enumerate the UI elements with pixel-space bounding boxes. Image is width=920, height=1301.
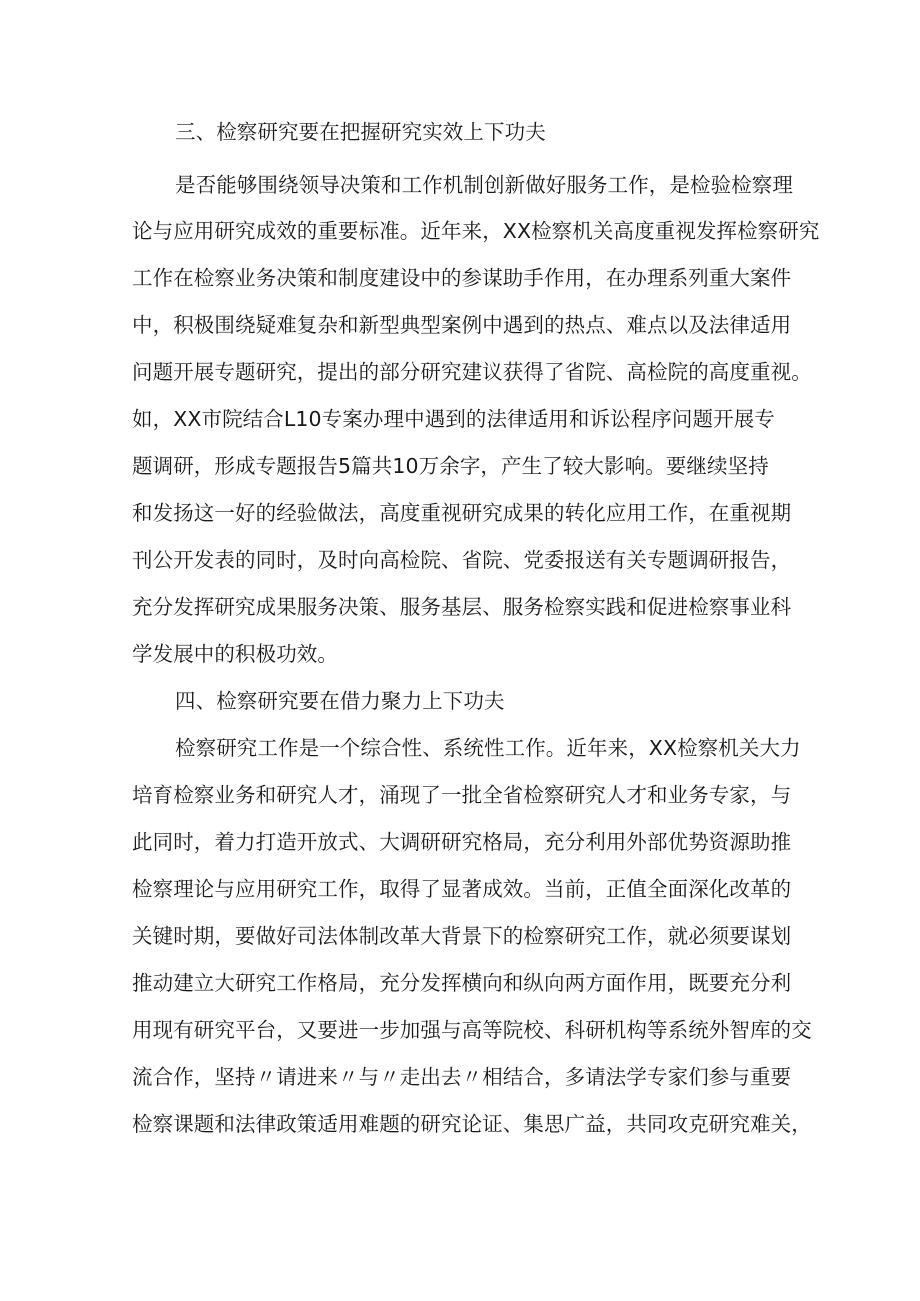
- paragraph-line: 此同时，着力打造开放式、大调研研究格局，充分利用外部优势资源助推: [132, 830, 792, 854]
- paragraph-line: 问题开展专题研究，提出的部分研究建议获得了省院、高检院的高度重视。: [132, 360, 812, 384]
- section-heading-4: 四、检察研究要在借力聚力上下功夫: [175, 689, 505, 713]
- paragraph-line: 检察课题和法律政策适用难题的研究论证、集思广益，共同攻克研究难关，: [132, 1112, 812, 1136]
- paragraph-line: 推动建立大研究工作格局，充分发挥横向和纵向两方面作用，既要充分利: [132, 971, 792, 995]
- paragraph-line: 中，积极围绕疑难复杂和新型典型案例中遇到的热点、难点以及法律适用: [132, 313, 792, 337]
- paragraph-line: 如，XX市院结合L10专案办理中遇到的法律适用和诉讼程序问题开展专: [132, 407, 775, 431]
- paragraph-line: 培育检察业务和研究人才，涌现了一批全省检察研究人才和业务专家，与: [132, 783, 792, 807]
- paragraph-line: 和发扬这一好的经验做法，高度重视研究成果的转化应用工作，在重视期: [132, 501, 792, 525]
- paragraph-line: 关键时期，要做好司法体制改革大背景下的检察研究工作，就必须要谋划: [132, 924, 792, 948]
- paragraph-line: 检察研究工作是一个综合性、系统性工作。近年来，XX检察机关大力: [175, 736, 801, 760]
- paragraph-line: 充分发挥研究成果服务决策、服务基层、服务检察实践和促进检察事业科: [132, 595, 792, 619]
- paragraph-line: 流合作，坚持〃请进来〃与〃走出去〃相结合，多请法学专家们参与重要: [132, 1065, 792, 1089]
- paragraph-line: 工作在检察业务决策和制度建设中的参谋助手作用，在办理系列重大案件: [132, 266, 792, 290]
- paragraph-line: 题调研，形成专题报告5篇共10万余字，产生了较大影响。要继续坚持: [132, 454, 769, 478]
- section-heading-3: 三、检察研究要在把握研究实效上下功夫: [175, 120, 546, 144]
- paragraph-line: 检察理论与应用研究工作，取得了显著成效。当前，正值全面深化改革的: [132, 877, 792, 901]
- paragraph-line: 用现有研究平台，又要进一步加强与高等院校、科研机构等系统外智库的交: [132, 1018, 812, 1042]
- paragraph-line: 学发展中的积极功效。: [132, 642, 338, 666]
- paragraph-line: 论与应用研究成效的重要标准。近年来，XX检察机关高度重视发挥检察研究: [132, 219, 820, 243]
- paragraph-line: 刊公开发表的同时，及时向高检院、省院、党委报送有关专题调研报告，: [132, 548, 792, 572]
- paragraph-line: 是否能够围绕领导决策和工作机制创新做好服务工作，是检验检察理: [175, 173, 793, 197]
